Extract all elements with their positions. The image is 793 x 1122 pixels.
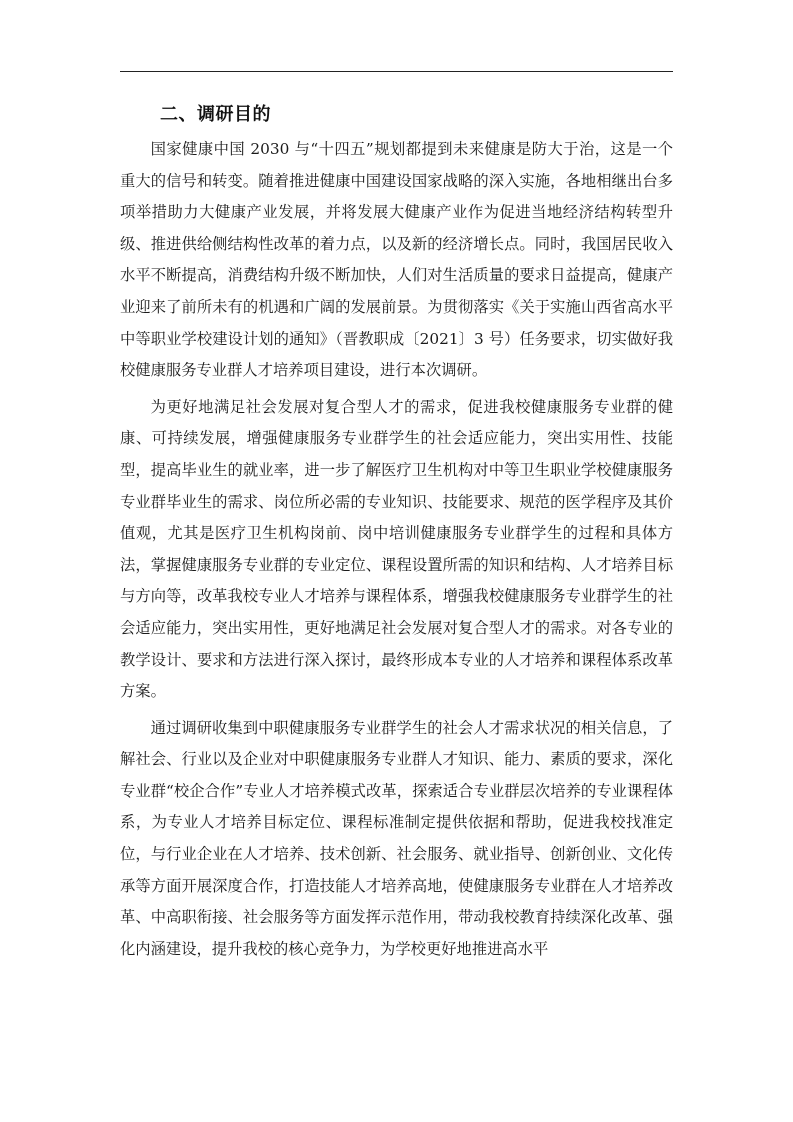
paragraph-purpose: 为更好地满足社会发展对复合型人才的需求，促进我校健康服务专业群的健康、可持续发展，增强健康服务专业群学生的社会适应能力，突出实用性、技能型，提高毕业生的就业率，进一步了解医疗卫生机构对中等卫生职业学校健康服务专业群毕业生的需求、岗位所必需的专业知识、技能要求、规范的医学程序及其价值观，尤其是医疗卫生机构岗前、岗中培训健康服务专业群学生的过程和具体方法，掌握健康服务专业群的专业定位、课程设置所需的知识和结构、人才培养目标与方向等，改革我校专业人才培养与课程体系，增强我校健康服务专业群学生的社会适应能力，突出实用性，更好地满足社会发展对复合型人才的需求。对各专业的教学设计、要求和方法进行深入探讨，最终形成本专业的人才培养和课程体系改革方案。 bbox=[120, 397, 673, 701]
section-heading: 二、调研目的 bbox=[160, 104, 271, 125]
page-content bbox=[120, 100, 673, 965]
paragraph-background: 国家健康中国 2030 与“十四五”规划都提到未来健康是防大于治，这是一个重大的信号和转变。随着推进健康中国建设国家战略的深入实施，各地相继出台多项举措助力大健康产业发展，并将发展大健康产业作为促进当地经济结构转型升级、推进供给侧结构性改革的着力点，以及新的经济增长点。同时，我国居民收入水平不断提高，消费结构升级不断加快，人们对生活质量的要求日益提高，健康产业迎来了前所未有的机遇和广阔的发展前景。为贯彻落实《关于实施山西省高水平中等职业学校建设计划的通知》（晋教职成〔2021〕3 号）任务要求，切实做好我校健康服务专业群人才培养项目建设，进行本次调研。 bbox=[120, 140, 673, 380]
header-rule bbox=[120, 71, 673, 72]
paragraph-research-goals: 通过调研收集到中职健康服务专业群学生的社会人才需求状况的相关信息，了解社会、行业以及企业对中职健康服务专业群人才知识、能力、素质的要求，深化专业群“校企合作”专业人才培养模式改革，探索适合专业群层次培养的专业课程体系，为专业人才培养目标定位、课程标准制定提供依据和帮助，促进我校找准定位，与行业企业在人才培养、技术创新、社会服务、就业指导、创新创业、文化传承等方面开展深度合作，打造技能人才培养高地，使健康服务专业群在人才培养改革、中高职衔接、社会服务等方面发挥示范作用，带动我校教育持续深化改革、强化内涵建设，提升我校的核心竞争力，为学校更好地推进高水平 bbox=[120, 718, 673, 958]
